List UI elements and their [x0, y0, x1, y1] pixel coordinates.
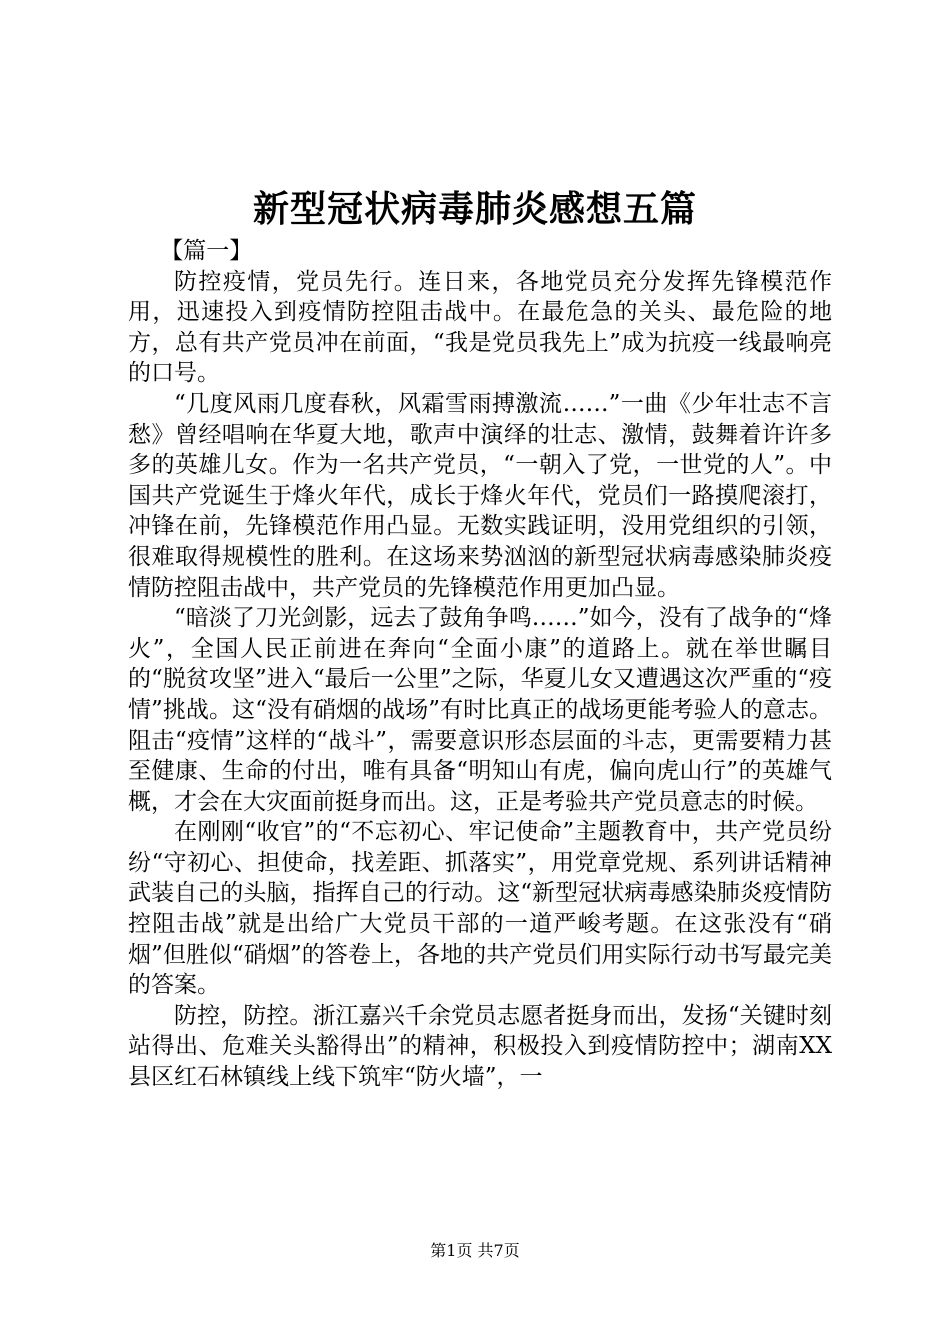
paragraph: “暗淡了刀光剑影，远去了鼓角争鸣……”如今，没有了战争的“烽火”，全国人民正前进在奔向“全面小康”的道路上。就在举世瞩目的“脱贫攻坚”进入“最后一公里”之际，华夏儿女又遭遇这次严重的“疫情”挑战。这“没有硝烟的战场”有时比真正的战场更能考验人的意志。阻击“疫情”这样的“战斗”，需要意识形态层面的斗志，更需要精力甚至健康、生命的付出，唯有具备“明知山有虎，偏向虎山行”的英雄气概，才会在大灾面前挺身而出。这，正是考验共产党员意志的时候。: [128, 605, 832, 815]
document-body: [128, 236, 832, 1093]
document-title: 新型冠状病毒肺炎感想五篇: [252, 188, 697, 230]
section-label: 【篇一】: [160, 238, 253, 264]
paragraph: 在刚刚“收官”的“不忘初心、牢记使命”主题教育中，共产党员纷纷“守初心、担使命，找差距、抓落实”，用党章党规、系列讲话精神武装自己的头脑，指挥自己的行动。这“新型冠状病毒感染肺炎疫情防控阻击战”就是出给广大党员干部的一道严峻考题。在这张没有“硝烟”但胜似“硝烟”的答卷上，各地的共产党员们用实际行动书写最完美的答案。: [128, 819, 832, 999]
paragraph: “几度风雨几度春秋，风霜雪雨搏激流……”一曲《少年壮志不言愁》曾经唱响在华夏大地，歌声中演绎的壮志、激情，鼓舞着许许多多的英雄儿女。作为一名共产党员，“一朝入了党，一世党的人”。中国共产党诞生于烽火年代，成长于烽火年代，党员们一路摸爬滚打，冲锋在前，先锋模范作用凸显。无数实践证明，没用党组织的引领，很难取得规模性的胜利。在这场来势汹汹的新型冠状病毒感染肺炎疫情防控阻击战中，共产党员的先锋模范作用更加凸显。: [128, 390, 832, 601]
page-footer: 第1页 共7页: [430, 1241, 520, 1260]
paragraph: 防控，防控。浙江嘉兴千余党员志愿者挺身而出，发扬“关键时刻站得出、危难关头豁得出”的精神，积极投入到疫情防控中；湖南XX县区红石林镇线上线下筑牢“防火墙”，一: [128, 1002, 832, 1091]
paragraph: 防控疫情，党员先行。连日来，各地党员充分发挥先锋模范作用，迅速投入到疫情防控阻击战中。在最危急的关头、最危险的地方，总有共产党员冲在前面，“我是党员我先上”成为抗疫一线最响亮的口号。: [128, 268, 832, 387]
